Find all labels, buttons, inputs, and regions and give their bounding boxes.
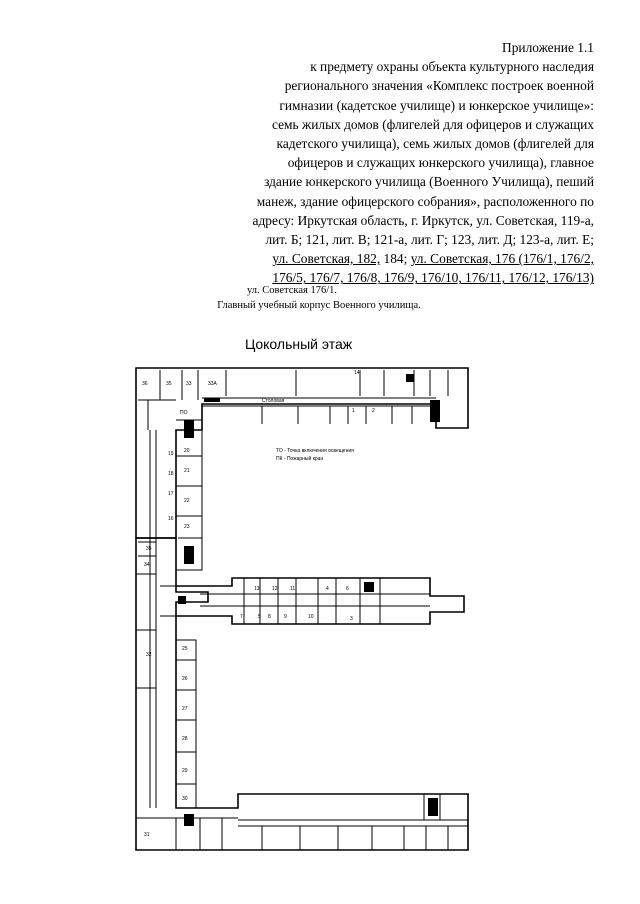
plan-stair-hatching [178, 374, 440, 826]
room-label: 6 [346, 586, 349, 592]
room-label: 1 [352, 408, 355, 414]
room-label: 14 [354, 370, 360, 376]
room-label: 9 [284, 614, 287, 620]
room-label: 2 [372, 408, 375, 414]
appendix-line [194, 249, 594, 268]
appendix-line-last: 176/5, 176/7, 176/8, 176/9, 176/10, 176/11, 176/12, 176/13) [272, 270, 594, 286]
room-label: 18 [168, 471, 174, 477]
building-name: Главный учебный корпус Военного училища. [217, 300, 421, 311]
room-label: 4 [326, 586, 329, 592]
room-label: 21 [184, 468, 190, 474]
room-numbers [142, 370, 375, 838]
plan-interior [136, 370, 468, 850]
appendix-line: семь жилых домов (флигелей для офицеров и служащих [272, 116, 594, 132]
room-label: 5 [258, 614, 261, 620]
room-label: 35 [146, 546, 152, 552]
floor-title: Цокольный этаж [245, 336, 353, 352]
floor-plan [0, 360, 640, 870]
appendix-line: кадетского училища), семь жилых домов (флигелей для [276, 136, 594, 152]
room-label: 3 [350, 616, 353, 622]
room-label: 10 [308, 614, 314, 620]
room-label: Столовая [262, 398, 285, 404]
appendix-heading [194, 38, 594, 288]
room-label: 23 [184, 524, 190, 530]
room-label: 33А [208, 381, 217, 387]
appendix-line: манеж, здание офицерского собрания», расположенного по [256, 193, 594, 209]
appendix-line: адресу: Иркутская область, г. Иркутск, ул. Советская, 119-а, [252, 212, 594, 228]
appendix-line: регионального значения «Комплекс построек военной [284, 78, 594, 94]
legend-line: ПК - Пожарный кран [276, 456, 324, 462]
room-label: 34 [144, 562, 150, 568]
plan-walls [136, 368, 468, 850]
room-label: 11 [290, 586, 296, 592]
room-label: 13 [254, 586, 260, 592]
address-underlined: ул. Советская, 182, [272, 251, 381, 267]
room-label: 28 [182, 736, 188, 742]
appendix-line: офицеров и служащих юнкерского училища), главное [287, 155, 594, 171]
room-label: 20 [184, 448, 190, 454]
room-label: 32 [146, 652, 152, 658]
room-label: 35 [166, 381, 172, 387]
address-mid: 184; [380, 251, 411, 267]
appendix-line: здание юнкерского училища (Военного Училища), пеший [264, 174, 594, 190]
building-address: ул. Советская 176/1. [246, 285, 338, 296]
room-label: 33 [186, 381, 192, 387]
room-label: 24 [184, 554, 190, 560]
room-label: 36 [142, 381, 148, 387]
room-label: 8 [268, 614, 271, 620]
appendix-title: Приложение 1.1 [502, 40, 594, 55]
room-label: 30 [182, 796, 188, 802]
room-label: 31 [144, 832, 150, 838]
room-label: 27 [182, 706, 188, 712]
legend-line: ТО - Точка включения освещения [276, 448, 354, 454]
room-label: 25 [182, 646, 188, 652]
room-label: 16 [168, 516, 174, 522]
plan-legend [276, 448, 354, 462]
room-label: 17 [168, 491, 174, 497]
room-label: 19 [168, 451, 174, 457]
room-label: 29 [182, 768, 188, 774]
room-label: 7 [240, 614, 243, 620]
appendix-line: к предмету охраны объекта культурного наследия [310, 59, 594, 75]
appendix-line: гимназии (кадетское училище) и юнкерское училище»: [279, 97, 594, 113]
room-label: ПО [180, 410, 188, 416]
room-label: 12 [272, 586, 278, 592]
appendix-line: лит. Б; 121, лит. В; 121-а, лит. Г; 123, лит. Д; 123-а, лит. Е; [265, 232, 594, 248]
address-underlined-2: ул. Советская, 176 (176/1, 176/2, [410, 251, 594, 267]
room-label: 26 [182, 676, 188, 682]
room-label: 22 [184, 498, 190, 504]
